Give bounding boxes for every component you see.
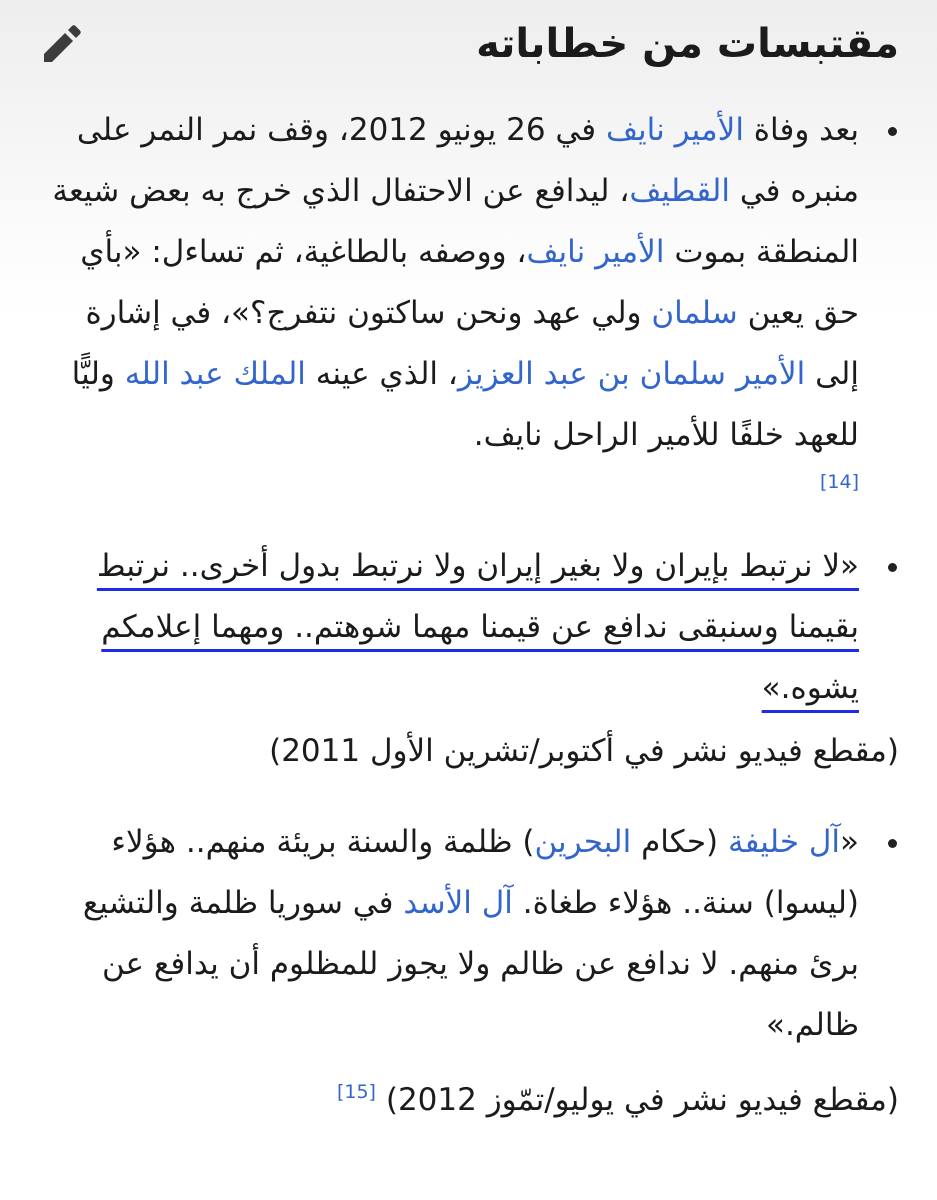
text: بعد وفاة	[743, 112, 859, 148]
text: «	[840, 824, 859, 860]
link-prince-salman[interactable]: الأمير سلمان بن عبد العزيز	[457, 356, 806, 392]
text: وليًّا للعهد خلفًا للأمير الراحل نايف.	[71, 356, 859, 453]
text: ) ظلمة والسنة بريئة منهم.. هؤلاء (ليسوا) سنة.. هؤلاء طغاة.	[111, 824, 859, 921]
link-prince-nayef[interactable]: الأمير نايف	[605, 112, 744, 148]
text: ، ووصفه بالطاغية، ثم تساءل: «بأي حق يعين	[80, 234, 859, 331]
reference-line	[40, 460, 859, 500]
text: في سوريا ظلمة والتشيع برئ منهم. لا ندافع عن ظالم ولا يجوز للمظلوم أن يدافع عن ظالم.»	[82, 885, 859, 1043]
link-salman[interactable]: سلمان	[651, 295, 738, 331]
link-qatif[interactable]: القطيف	[629, 173, 730, 209]
attribution-text: (مقطع فيديو نشر في يوليو/تمّوز 2012)	[385, 1082, 899, 1118]
section-title: مقتبسات من خطاباته	[476, 21, 899, 67]
section-header	[0, 0, 937, 92]
text: ، ليدافع عن الاحتفال الذي خرج به بعض شيعة المنطقة بموت	[52, 173, 859, 270]
list-item	[40, 536, 899, 719]
reference-link-15[interactable]: [15]	[336, 1081, 376, 1103]
underlined-quote: «لا نرتبط بإيران ولا بغير إيران ولا نرتبط بدول أخرى.. نرتبط بقيمنا وسنبقى ندافع عن قيمنا مهما شوهتم.. ومهما إعلامكم يشوه.»	[96, 548, 859, 706]
link-king-abdullah[interactable]: الملك عبد الله	[124, 356, 306, 392]
list-item	[40, 812, 899, 1056]
quotes-content	[40, 100, 899, 1131]
pencil-icon[interactable]	[36, 20, 86, 70]
text: ، الذي عينه	[305, 356, 458, 392]
list-item	[40, 100, 899, 500]
quote-attribution	[40, 1062, 899, 1131]
quote-attribution: (مقطع فيديو نشر في أكتوبر/تشرين الأول 2011)	[269, 733, 899, 769]
text: في 26 يونيو 2012، وقف نمر النمر على منبره في	[76, 112, 859, 209]
link-al-khalifa[interactable]: آل خليفة	[727, 824, 841, 860]
link-al-assad[interactable]: آل الأسد	[403, 885, 513, 921]
link-bahrain[interactable]: البحرين	[534, 824, 632, 860]
text: ولي عهد ونحن ساكتون نتفرج؟»، في إشارة إلى	[85, 295, 859, 392]
reference-link-14[interactable]: [14]	[819, 471, 859, 493]
link-prince-nayef-2[interactable]: الأمير نايف	[526, 234, 665, 270]
text: (حكام	[631, 824, 728, 860]
